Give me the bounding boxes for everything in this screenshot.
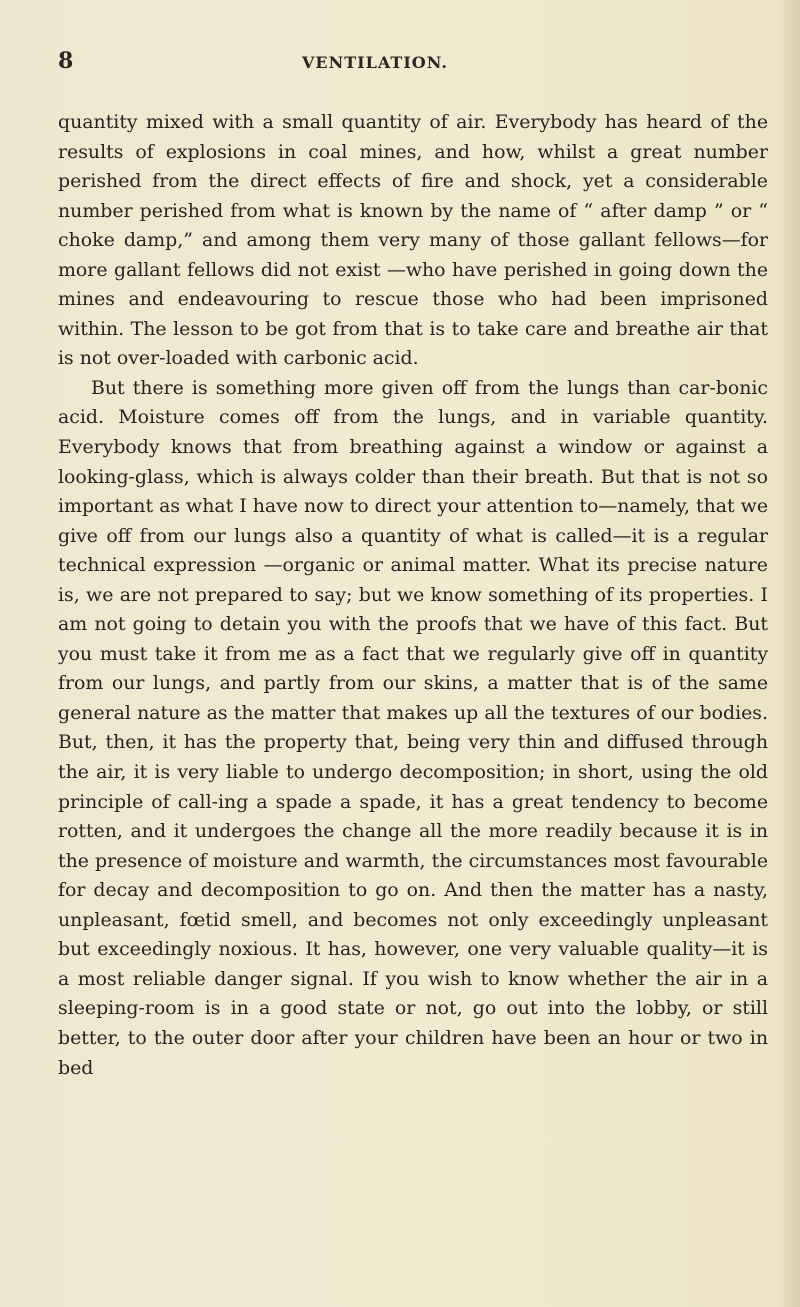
body-text (58, 108, 768, 1083)
page-number: 8 (58, 48, 74, 74)
paragraph: quantity mixed with a small quantity of air. Everybody has heard of the results of explosions in coal mines, and how, whilst a great number perished from the direct effects of fire and shock, yet a considerable number perished from what is known by the name of “ after damp ” or “ choke damp,” and among them very many of those gallant fellows—for more gallant fellows did not exist —who have perished in going down the mines and endeavouring to rescue those who had been imprisoned within. The lesson to be got from that is to take care and breathe air that is not over-loaded with carbonic acid. (58, 111, 768, 370)
page-header (0, 48, 800, 78)
page-edge-shadow (778, 0, 800, 1307)
paragraph: But there is something more given off from the lungs than car-bonic acid. Moisture comes off from the lungs, and in variable quantity. Everybody knows that from breathing against a window or against a looking-glass, which is always colder than their breath. But that is not so important as what I have now to direct your attention to—namely, that we give off from our lungs also a quantity of what is called—it is a regular technical expression —organic or animal matter. What its precise nature is, we are not prepared to say; but we know something of its properties. I am not going to detain you with the proofs that we have of this fact. But you must take it from me as a fact that we regularly give off in quantity from our lungs, and partly from our skins, a matter that is of the same general nature as the matter that makes up all the textures of our bodies. But, then, it has the property that, being very thin and diffused through the air, it is very liable to undergo decomposition; in short, using the old principle of call-ing a spade a spade, it has a great tendency to become rotten, and it undergoes the change all the more readily because it is in the presence of moisture and warmth, the circumstances most favourable for decay and decomposition to go on. And then the matter has a nasty, unpleasant, fœtid smell, and becomes not only exceedingly unpleasant but exceedingly noxious. It has, however, one very valuable quality—it is a most reliable danger signal. If you wish to know whether the air in a sleeping-room is in a good state or not, go out into the lobby, or still better, to the outer door after your children have been an hour or two in bed (58, 376, 768, 1079)
running-title: VENTILATION. (302, 53, 448, 72)
